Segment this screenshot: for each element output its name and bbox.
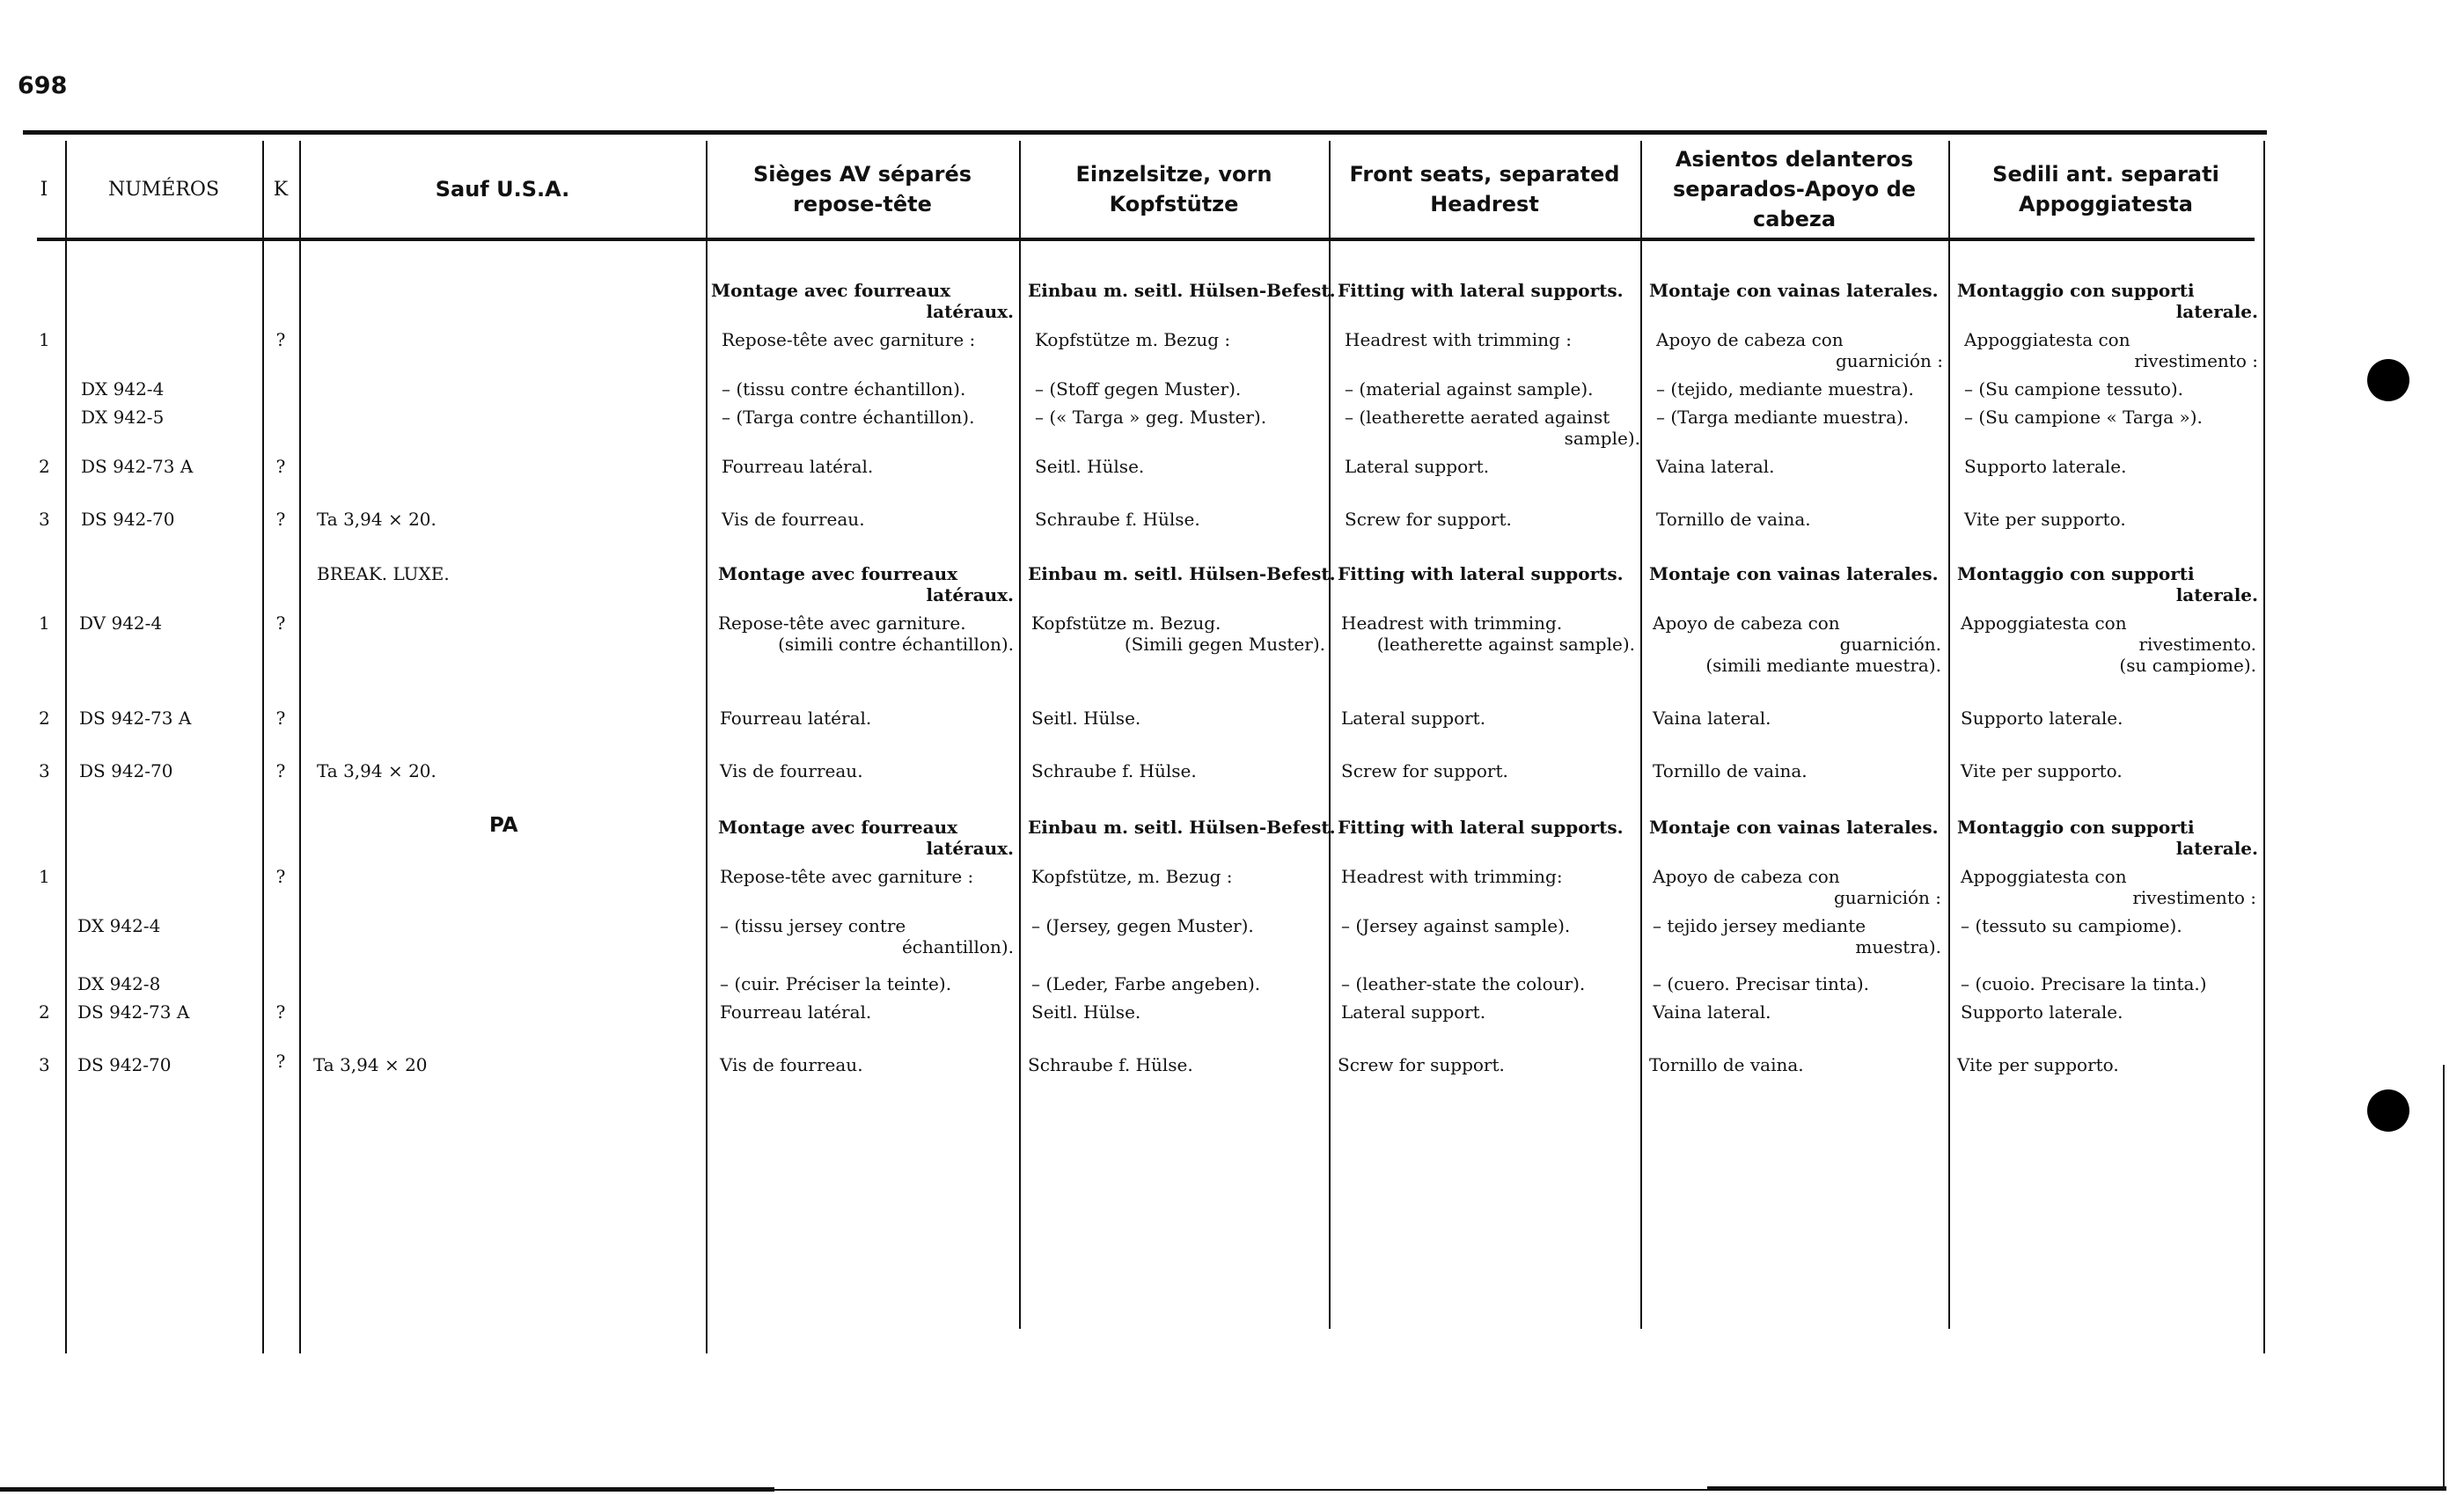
desc-es: – (cuero. Precisar tinta). [1653,973,1870,994]
row-index: 2 [39,708,50,729]
desc-en: – (material against sample). [1345,378,1594,400]
desc-fr: Fourreau latéral. [722,456,874,477]
desc-en: Headrest with trimming. (leatherette against sample). [1341,612,1635,655]
desc-en: Lateral support. [1341,708,1486,729]
section-label-pa: PA [489,814,518,837]
desc-it: Supporto laterale. [1961,1001,2123,1023]
desc-de: Kopfstütze m. Bezug : [1035,329,1231,350]
desc-en: Lateral support. [1345,456,1490,477]
desc-it: – (cuoio. Precisare la tinta.) [1961,973,2207,994]
fitting-fr: Montage avec fourreaux latéraux. [718,817,1014,859]
sauf-usa-value: Ta 3,94 × 20. [317,509,436,530]
desc-it: Vite per supporto. [1957,1054,2119,1075]
row-index: 2 [39,456,50,477]
column-divider [65,141,67,1353]
fitting-de: Einbau m. seitl. Hülsen-Befest. [1028,817,1336,838]
row-index: 1 [39,612,50,634]
part-number: DX 942-8 [77,973,161,994]
desc-fr: Repose-tête avec garniture : [722,329,976,350]
page-number: 698 [18,72,68,99]
desc-fr: – (tissu contre échantillon). [722,378,966,400]
desc-de: – (Stoff gegen Muster). [1035,378,1242,400]
header-french: Sièges AV séparés repose-tête [752,162,972,216]
column-divider [1329,141,1331,1329]
row-k: ? [275,456,286,477]
row-k: ? [275,1051,286,1072]
fitting-it: Montaggio con supporti laterale. [1957,280,2258,322]
table-top-rule [23,130,2267,135]
desc-es: Apoyo de cabeza con guarnición : [1656,329,1943,371]
parts-table [23,130,2267,1353]
fitting-de: Einbau m. seitl. Hülsen-Befest. [1028,280,1336,301]
page-bottom-rule [0,1487,774,1492]
desc-fr: Fourreau latéral. [720,708,872,729]
binder-hole [2367,359,2409,401]
row-k: ? [275,866,286,887]
header-index: I [40,178,48,201]
desc-it: Supporto laterale. [1964,456,2127,477]
part-number: DX 942-4 [77,915,161,936]
desc-es: – (tejido, mediante muestra). [1656,378,1914,400]
header-k: K [273,178,289,201]
desc-es: Vaina lateral. [1656,456,1775,477]
page-bottom-rule [774,1489,1707,1491]
desc-it: Appoggiatesta con rivestimento : [1964,329,2258,371]
fitting-de: Einbau m. seitl. Hülsen-Befest. [1028,563,1336,584]
page-edge-rule [2443,1065,2445,1487]
row-k: ? [275,1001,286,1023]
part-number: DS 942-73 A [79,708,192,729]
desc-it: Vite per supporto. [1964,509,2126,530]
row-index: 1 [39,329,50,350]
fitting-it: Montaggio con supporti laterale. [1957,817,2258,859]
desc-de: Schraube f. Hülse. [1031,760,1197,781]
desc-fr: – (cuir. Préciser la teinte). [720,973,952,994]
row-index: 3 [39,760,50,781]
desc-de: Schraube f. Hülse. [1035,509,1200,530]
desc-it: – (Su campione tessuto). [1964,378,2184,400]
desc-en: Screw for support. [1338,1054,1505,1075]
desc-it: – (Su campione « Targa »). [1964,407,2203,428]
column-divider [706,141,708,1353]
header-sauf-usa: Sauf U.S.A. [435,177,570,202]
desc-fr: Vis de fourreau. [722,509,865,530]
header-english: Front seats, separated Headrest [1349,162,1620,216]
row-k: ? [275,708,286,729]
header-spanish: Asientos delanteros separados-Apoyo de cabeza [1672,147,1917,231]
section-label-break-luxe: BREAK. LUXE. [317,563,450,584]
header-rule [37,238,2255,241]
header-german: Einzelsitze, vorn Kopfstütze [1075,162,1272,216]
fitting-en: Fitting with lateral supports. [1338,563,1624,584]
desc-de: Seitl. Hülse. [1031,1001,1141,1023]
desc-es: Tornillo de vaina. [1649,1054,1804,1075]
fitting-es: Montaje con vainas laterales. [1649,563,1939,584]
desc-fr: – (tissu jersey contre échantillon). [720,915,1014,957]
column-divider [2263,141,2265,1353]
desc-it: Appoggiatesta con rivestimento. (su campiome). [1961,612,2256,676]
column-divider [1948,141,1950,1329]
column-divider [262,141,264,1353]
desc-en: Screw for support. [1341,760,1508,781]
row-k: ? [275,509,286,530]
fitting-fr: Montage avec fourreaux latéraux. [718,563,1014,605]
row-index: 3 [39,509,50,530]
row-k: ? [275,612,286,634]
desc-it: – (tessuto su campiome). [1961,915,2182,936]
desc-de: Kopfstütze, m. Bezug : [1031,866,1233,887]
desc-es: – tejido jersey mediante muestra). [1653,915,1941,957]
desc-de: Kopfstütze m. Bezug. (Simili gegen Muster). [1031,612,1325,655]
desc-es: Tornillo de vaina. [1653,760,1808,781]
desc-it: Vite per supporto. [1961,760,2123,781]
part-number: DS 942-73 A [81,456,194,477]
fitting-es: Montaje con vainas laterales. [1649,280,1939,301]
part-number: DX 942-4 [81,378,165,400]
desc-es: Tornillo de vaina. [1656,509,1811,530]
header-numeros: NUMÉROS [107,178,220,201]
sauf-usa-value: Ta 3,94 × 20 [313,1054,428,1075]
desc-en: Headrest with trimming: [1341,866,1563,887]
page-bottom-rule [1707,1486,2446,1491]
desc-de: Schraube f. Hülse. [1028,1054,1193,1075]
fitting-fr: Montage avec fourreaux latéraux. [711,280,1014,322]
binder-hole [2367,1089,2409,1132]
desc-es: – (Targa mediante muestra). [1656,407,1910,428]
fitting-it: Montaggio con supporti laterale. [1957,563,2258,605]
desc-fr: Vis de fourreau. [720,760,863,781]
desc-es: Apoyo de cabeza con guarnición. (simili mediante muestra). [1653,612,1941,676]
desc-de: – (Jersey, gegen Muster). [1031,915,1254,936]
part-number: DV 942-4 [79,612,163,634]
header-italian: Sedili ant. separati Appoggiatesta [1992,162,2219,216]
row-index: 3 [39,1054,50,1075]
desc-it: Appoggiatesta con rivestimento : [1961,866,2256,908]
desc-fr: Repose-tête avec garniture : [720,866,974,887]
desc-es: Apoyo de cabeza con guarnición : [1653,866,1941,908]
fitting-es: Montaje con vainas laterales. [1649,817,1939,838]
desc-fr: – (Targa contre échantillon). [722,407,975,428]
part-number: DX 942-5 [81,407,165,428]
part-number: DS 942-73 A [77,1001,190,1023]
row-index: 2 [39,1001,50,1023]
row-index: 1 [39,866,50,887]
desc-es: Vaina lateral. [1653,708,1771,729]
row-k: ? [275,329,286,350]
desc-en: – (leather-state the colour). [1341,973,1586,994]
desc-de: Seitl. Hülse. [1035,456,1145,477]
desc-en: Screw for support. [1345,509,1512,530]
desc-de: – (« Targa » geg. Muster). [1035,407,1267,428]
part-number: DS 942-70 [81,509,175,530]
column-divider [299,141,301,1353]
fitting-en: Fitting with lateral supports. [1338,280,1624,301]
column-divider [1019,141,1021,1329]
desc-de: Seitl. Hülse. [1031,708,1141,729]
part-number: DS 942-70 [77,1054,172,1075]
desc-en: – (leatherette aerated against sample). [1345,407,1640,449]
desc-en: Lateral support. [1341,1001,1486,1023]
desc-de: – (Leder, Farbe angeben). [1031,973,1261,994]
column-divider [1640,141,1642,1329]
sauf-usa-value: Ta 3,94 × 20. [317,760,436,781]
desc-fr: Repose-tête avec garniture. (simili contre échantillon). [718,612,1014,655]
desc-fr: Vis de fourreau. [720,1054,863,1075]
desc-fr: Fourreau latéral. [720,1001,872,1023]
desc-es: Vaina lateral. [1653,1001,1771,1023]
desc-en: Headrest with trimming : [1345,329,1572,350]
desc-en: – (Jersey against sample). [1341,915,1571,936]
row-k: ? [275,760,286,781]
desc-it: Supporto laterale. [1961,708,2123,729]
fitting-en: Fitting with lateral supports. [1338,817,1624,838]
part-number: DS 942-70 [79,760,173,781]
